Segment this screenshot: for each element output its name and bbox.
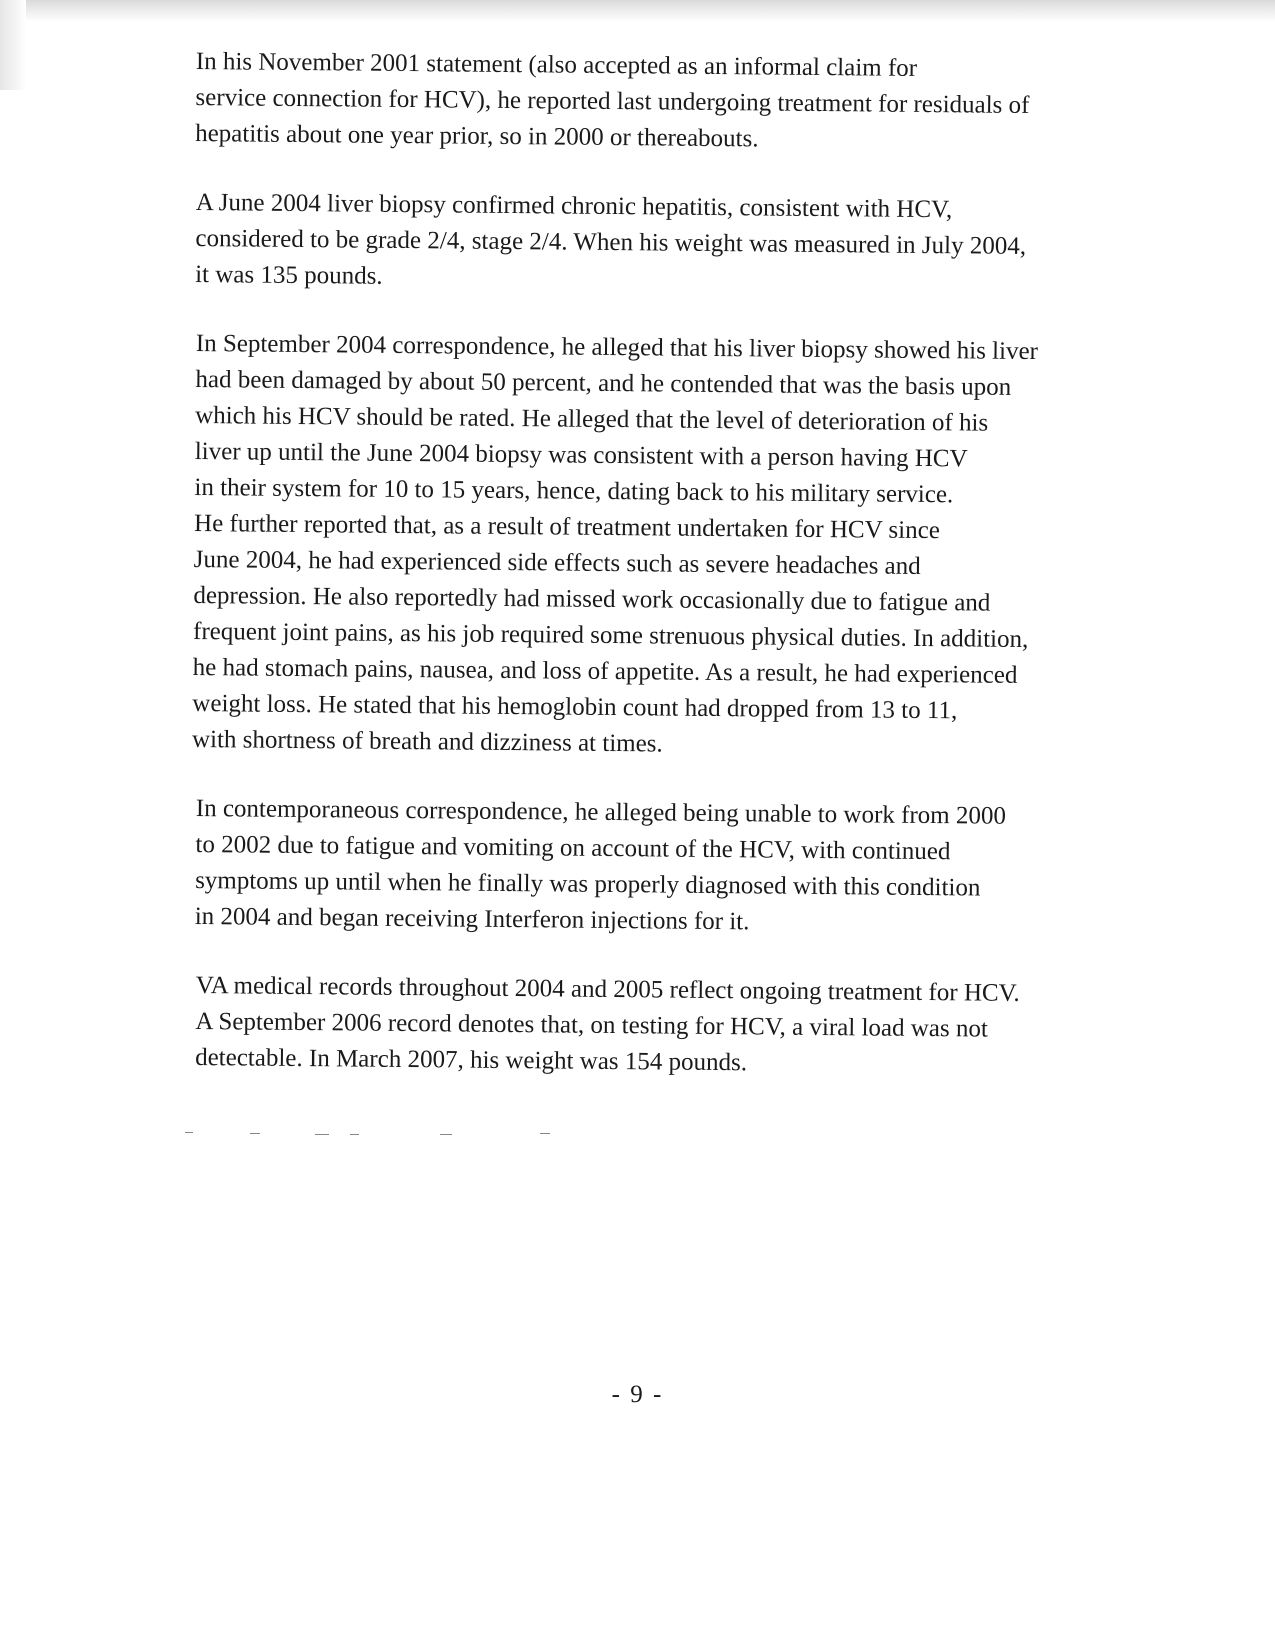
text-line: to 2002 due to fatigue and vomiting on account of the HCV, with continued	[195, 830, 951, 866]
scan-speck	[440, 1134, 452, 1135]
paragraph-1	[195, 44, 1126, 161]
scan-left-edge	[0, 0, 26, 90]
text-line: depression. He also reportedly had missed work occasionally due to fatigue and	[193, 581, 991, 617]
text-line: it was 135 pounds.	[195, 260, 383, 290]
text-line: he had stomach pains, nausea, and loss of appetite. As a result, he had experienced	[192, 653, 1018, 689]
text-line: In September 2004 correspondence, he alleged that his liver biopsy showed his liver	[195, 329, 1039, 366]
scan-speck	[540, 1133, 550, 1134]
scan-speck	[350, 1134, 359, 1135]
scan-speck	[185, 1132, 193, 1133]
text-line: in their system for 10 to 15 years, hence, dating back to his military service.	[194, 473, 954, 509]
text-line: He further reported that, as a result of treatment undertaken for HCV since	[193, 509, 940, 545]
page-number: - 9 -	[611, 1381, 664, 1408]
paragraph-4	[195, 791, 1126, 944]
text-line: service connection for HCV), he reported last undergoing treatment for residuals of	[195, 83, 1030, 120]
text-line: in 2004 and began receiving Interferon injections for it.	[194, 902, 750, 936]
text-line: In contemporaneous correspondence, he alleged being unable to work from 2000	[195, 794, 1007, 830]
text-line: liver up until the June 2004 biopsy was consistent with a person having HCV	[194, 437, 968, 473]
text-line: weight loss. He stated that his hemoglobin count had dropped from 13 to 11,	[192, 689, 958, 725]
text-line: hepatitis about one year prior, so in 2000 or thereabouts.	[195, 119, 759, 153]
text-line: considered to be grade 2/4, stage 2/4. When his weight was measured in July 2004,	[195, 224, 1027, 260]
text-line: detectable. In March 2007, his weight was 154 pounds.	[195, 1043, 748, 1077]
paragraph-2	[195, 185, 1126, 302]
scan-speck	[250, 1133, 260, 1134]
text-line: June 2004, he had experienced side effects such as severe headaches and	[193, 545, 921, 580]
scan-top-edge	[0, 0, 1275, 22]
paragraph-5	[195, 968, 1126, 1085]
text-line: A June 2004 liver biopsy confirmed chronic hepatitis, consistent with HCV,	[195, 188, 953, 224]
text-line: with shortness of breath and dizziness at times.	[191, 725, 663, 758]
page-body	[191, 44, 1126, 1109]
text-line: VA medical records throughout 2004 and 2005 reflect ongoing treatment for HCV.	[195, 971, 1020, 1007]
text-line: A September 2006 record denotes that, on testing for HCV, a viral load was not	[195, 1007, 989, 1043]
text-line: symptoms up until when he finally was properly diagnosed with this condition	[195, 866, 981, 902]
text-line: In his November 2001 statement (also accepted as an informal claim for	[195, 47, 918, 82]
paragraph-3	[192, 326, 1126, 767]
scan-speck	[315, 1134, 329, 1135]
text-line: which his HCV should be rated. He alleged that the level of deterioration of his	[195, 401, 989, 437]
text-line: had been damaged by about 50 percent, and he contended that was the basis upon	[195, 365, 1012, 401]
text-line: frequent joint pains, as his job required some strenuous physical duties. In addition,	[192, 617, 1029, 654]
